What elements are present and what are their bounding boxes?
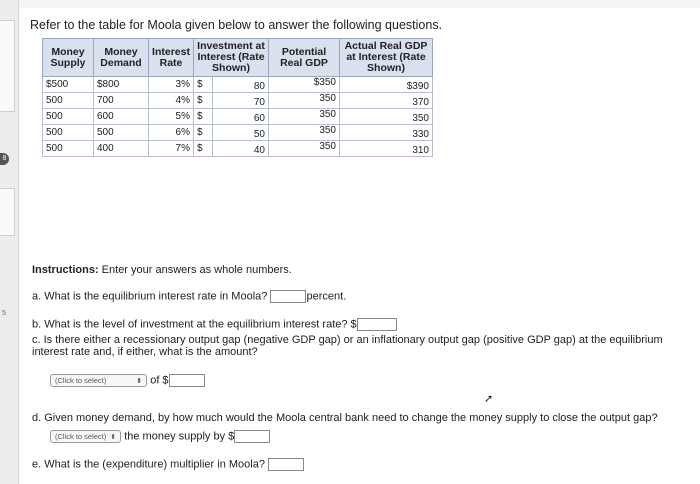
cell-potential-gdp: 350 [269, 141, 340, 157]
instructions-text: Enter your answers as whole numbers. [98, 264, 292, 276]
table-row [43, 141, 433, 157]
cell-money-demand: 600 [94, 109, 149, 125]
table-row [43, 93, 433, 109]
cell-investment: 70 [213, 93, 269, 109]
question-c-line2: interest rate and, if either, what is the amount? [32, 346, 258, 358]
cell-money-demand: $800 [94, 77, 149, 93]
cell-interest-rate: 5% [149, 109, 194, 125]
cell-money-demand: 700 [94, 93, 149, 109]
cell-potential-gdp: 350 [269, 93, 340, 109]
gap-type-select[interactable] [50, 374, 147, 387]
question-d-text: d. Given money demand, by how much would the Moola central bank need to change the money supply to close the output gap? [32, 412, 658, 424]
answer-c-input[interactable] [169, 374, 205, 387]
intro-text: Refer to the table for Moola given below to answer the following questions. [30, 18, 443, 32]
gap-type-select-label: (Click to select) [55, 376, 107, 385]
question-e-text: e. What is the (expenditure) multiplier in Moola? [32, 458, 265, 471]
question-a [32, 290, 346, 303]
money-supply-change-select-label: (Click to select) [55, 432, 107, 441]
cell-interest-rate: 4% [149, 93, 194, 109]
cell-investment: 60 [213, 109, 269, 125]
cell-investment-currency: $ [194, 77, 213, 93]
instructions-label: Instructions: [32, 264, 99, 276]
table-row [43, 109, 433, 125]
answer-a-input[interactable] [270, 290, 306, 303]
question-d [32, 412, 658, 424]
header-investment: Investment at Interest (Rate Shown) [194, 39, 269, 77]
cell-money-supply: 500 [43, 141, 94, 157]
answer-e-input[interactable] [268, 458, 304, 471]
question-a-suffix: percent. [306, 290, 347, 303]
cell-potential-gdp: $350 [269, 77, 340, 93]
select-arrow-icon: ⬍ [136, 378, 143, 385]
left-tab[interactable] [0, 20, 15, 112]
cell-investment-currency: $ [194, 141, 213, 157]
cell-money-demand: 400 [94, 141, 149, 157]
question-c [32, 334, 663, 358]
cell-money-supply: 500 [43, 93, 94, 109]
cell-investment-currency: $ [194, 125, 213, 141]
header-money-supply: Money Supply [43, 39, 94, 77]
left-tab[interactable] [0, 188, 15, 236]
question-d-mid: the money supply by $ [124, 430, 235, 443]
instructions [32, 264, 292, 276]
left-sidebar [0, 0, 19, 484]
select-arrow-icon: ⬍ [110, 434, 117, 441]
cell-investment-currency: $ [194, 109, 213, 125]
cell-actual-gdp: 330 [340, 125, 433, 141]
cell-investment: 80 [213, 77, 269, 93]
cell-investment-currency: $ [194, 93, 213, 109]
cell-actual-gdp: 310 [340, 141, 433, 157]
cell-money-supply: 500 [43, 109, 94, 125]
table-row [43, 125, 433, 141]
question-c-answer [50, 374, 205, 387]
table-row [43, 77, 433, 93]
cell-interest-rate: 7% [149, 141, 194, 157]
cell-actual-gdp: $390 [340, 77, 433, 93]
header-money-demand: Money Demand [94, 39, 149, 77]
moola-table [42, 38, 433, 157]
question-a-text: a. What is the equilibrium interest rate in Moola? [32, 290, 268, 303]
cell-investment: 40 [213, 141, 269, 157]
question-c-mid: of $ [150, 374, 169, 387]
cell-actual-gdp: 350 [340, 109, 433, 125]
question-b [32, 318, 397, 331]
question-card [20, 8, 700, 484]
cell-potential-gdp: 350 [269, 109, 340, 125]
cell-money-supply: 500 [43, 125, 94, 141]
cell-money-demand: 500 [94, 125, 149, 141]
question-number-badge: 8 [0, 153, 9, 165]
header-actual-gdp: Actual Real GDP at Interest (Rate Shown) [340, 39, 433, 77]
question-d-answer [50, 430, 270, 443]
question-e [32, 458, 304, 471]
question-c-line1: c. Is there either a recessionary output gap (negative GDP gap) or an inflationary output gap (positive GDP gap) at the equilibrium [32, 334, 663, 346]
question-b-text: b. What is the level of investment at the equilibrium interest rate? $ [32, 318, 357, 331]
header-potential-gdp: Potential Real GDP [269, 39, 340, 77]
question-number: 5 [2, 310, 6, 317]
answer-b-input[interactable] [357, 318, 397, 331]
cell-money-supply: $500 [43, 77, 94, 93]
money-supply-change-select[interactable] [50, 430, 121, 443]
cell-interest-rate: 6% [149, 125, 194, 141]
answer-d-input[interactable] [234, 430, 270, 443]
cell-interest-rate: 3% [149, 77, 194, 93]
mouse-cursor-icon: ➚ [484, 393, 494, 405]
header-interest-rate: Interest Rate [149, 39, 194, 77]
cell-potential-gdp: 350 [269, 125, 340, 141]
cell-investment: 50 [213, 125, 269, 141]
cell-actual-gdp: 370 [340, 93, 433, 109]
